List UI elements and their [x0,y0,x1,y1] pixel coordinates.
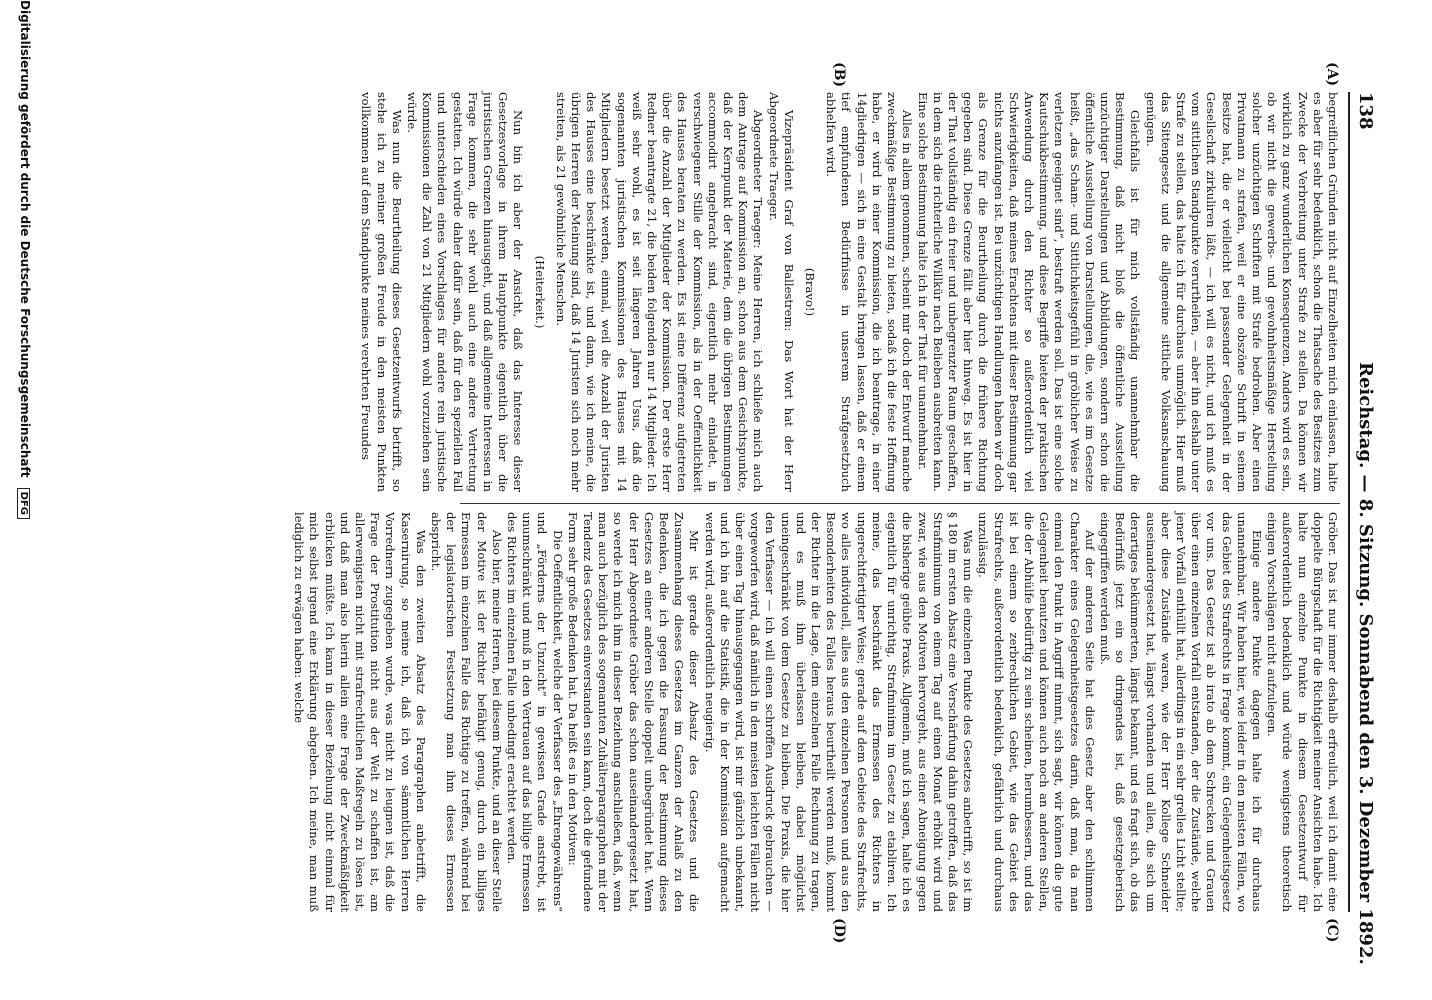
page-header [1348,92,1380,965]
paragraph: Auf der anderen Seite hat dies Gesetz aber den schlimmen Charakter eines Gelegenheitsgesetzes darin, daß man, da man einmal den Punkt in Angriff nimmt, sich sagt, wir können die gute Gelegenheit benutzen und können auch noch an anderen Stellen, die der Abhülfe bedürftig zu sein scheinen, herumbessern, und das ist bei einem so zerbrechlichen Gebiet, wie das Gebiet des Strafrechts, außerordentlich bedenklich, gefährlich und durchaus unzulässig. [976,512,1097,912]
margin-marker-a: (A) [1324,62,1340,87]
applause-note: (Bravo!) [803,267,818,317]
speaker-paragraph: Vizepräsident Graf von Ballestrem: Das Wort hat der Herr Abgeordnete Traeger. [766,92,796,492]
laughter-note: (Heiterkeit.) [532,255,547,329]
margin-marker-b: (B) [831,62,847,88]
paragraph: Mir ist gerade dieser Absatz des Gesetzes und die Zusammenhang dieses Gesetzes im Ganzen der Anlaß zu den Bedenken, die ich gegen die Fassung der Bestimmung dieses Gesetzes an einer anderen Stelle doppelt unbegründet hat. Wenn der Herr Abgeordnete Gröber das schon auseinandergesetzt hat, so werde ich mich ihm in dieser Beziehung anschließen, daß, wenn man auch bezüglich des sogenannten Zuhälterparagraphen mit der Tendenz des Gesetzes einverstanden sein kann, doch die gefundene Form sehr große Bedenken hat. Da heißt es in den Motiven: [565,512,702,912]
paragraph: Alles in allem genommen, scheint mir doch der Entwurf manche zweckmäßige Bestimmung zu bieten, sodaß ich die feste Hoffnung habe, er wird in einer Kommission, die ich beantrage, in einer 14gliedrigen — sich in eine Gestalt bringen lassen, daß er einem tief empfundenen Bedürfnisse in unserem Strafgesetzbuch abhelfen wird. [824,92,915,492]
paragraph: Was nun die einzelnen Punkte des Gesetzes anbetrifft, so ist im § 180 im ersten Absatz eine Verschärfung dahin getroffen, daß das Strafminimum von einem Tag auf einen Monat erhöht wird und zwar, wie aus den Motiven hervorgeht, aus einer Abneigung gegen die bisherige geübte Praxis. Allgemein, muß ich sagen, halte ich es eigentlich für unrichtig, Strafminima im Gesetz zu etabliren. Ich meine, das beschränkt das Ermessen des Richters in ungerechtfertigter Weise; gerade auf dem Gebiete des Strafrechts, wo alles individuell, alles aus den einzelnen Personen und aus den Besonderheiten des Falles heraus beurtheilt werden muß, kommt der Richter in die Lage, dem einzelnen Falle Rechnung zu tragen, und es muß ihm überlassen bleiben, dabei möglichst uneingeschränkt von dem Gesetze zu bleiben. Die Praxis, die hier den Verfasser — ich will einen schroffen Ausdruck gebrauchen — vorgeworfen wird, daß nämlich in den meisten leichten Fällen nicht über einen Tag hinausgegangen wird, ist mir gänzlich unbekannt, und ich bin auf die Statistik, die in der Kommission aufgemacht werden wird, außerordentlich neugierig. [702,512,976,912]
quote-paragraph: Die Oeffentlichkeit, welche der Verfasser des „Ehrengewährens“ und „Förderns der Unzucht“ in gewissen Grade anstrebt, ist unumschränkt und muß in den Vertrauen auf das billige Ermessen des Richters im einzelnen Falle unbedingt erachtet werden. [505,512,565,912]
paragraph: Also hier, meine Herren, bei diesem Punkte, und an dieser Stelle der Motive ist der Richter befähigt genug, durch ein billiges Ermessen im einzelnen Falle das Richtige zu treffen, während bei der legislatorischen Festsetzung man ihm dieses Ermessen abspricht. [429,512,504,912]
margin-marker-d: (D) [831,918,847,944]
margin-marker-c: (C) [1324,918,1340,943]
dfg-logo: DFG [17,488,30,519]
page-number: 138 [1355,92,1376,130]
speaker-paragraph: Abgeordneter Traeger: Meine Herren, ich schließe mich auch dem Antrage auf Kommission an, schon aus dem Gesichtspunkte, daß der Kernpunkt der Materie, dem die übrigen Bestimmungen accommodirt angebracht sind, eigentlich mehr einladet, in verschwiegener Stille der Kommission, als in der Oeffentlichkeit des Hauses beraten zu werden. Es ist eine Differenz aufgetreten über die Anzahl der Mitglieder der Kommission. Der erste Herr Redner beantragte 21, die beiden folgenden nur 14 Mitglieder. Ich weiß sehr wohl, es ist seit längeren Jahren Usus, daß die sogenannten juristischen Kommissionen des Hauses mit 14 Mitgliedern besetzt werden, einmal, weil die Anzahl der Juristen des Hauses eine beschränkte ist, und dann, wie ich meine, die übrigen Herren der Meinung sind, daß 14 Juristen sich noch mehr streiten, als 21 gewöhnliche Menschen. [553,92,766,492]
paragraph: Nun bin ich aber der Ansicht, daß das Interesse dieser Gesetzesvorlage in ihrem Hauptpunkte eigentlich über die juristischen Grenzen hinausgeht, und daß allgemeine Interessen in Frage kommen, die sehr wohl auch eine andere Vertretung gestatten. Ich würde daher dafür sein, daß für den speziellen Fall und unterschieden eines Vorschlages für andere rein juristische Kommissionen die Zahl von 21 Mitgliedern wohl vorzuziehen sein würde. [405,92,526,492]
left-column [359,92,1340,492]
running-title: Reichstag. — 8. Sitzung. Sonnabend den 3. Dezember 1892. [1355,362,1376,965]
paragraph: Gleichfalls ist für mich vollständig unannehmbar die Bestimmung, daß nicht bloß die öffentliche Ausstellung unzüchtiger Darstellungen und Abbildungen, sondern schon die öffentliche Ausstellung von Darstellungen, die, wie es im Gesetze heißt, „das Scham- und Sittlichkeitsgefühl in gröblicher Weise zu verletzen geeignet sind“, bestraft werden soll. Das ist eine solche Kautschukbestimmung, und diese Begriffe bieten der praktischen Anwendung durch den Richter so außerordentlich viel Schwierigkeiten, daß meines Erachtens mit dieser Bestimmung gar nichts anzufangen ist. Bei unzüchtigen Handlungen haben wir doch als Grenze für die Beurtheilung durch die frühere Richtung gegeben sind. Diese Grenze fällt aber hier hinweg. Es ist hier in der That vollständig ein freier und unbegrenzter Raum geschaffen, in dem sich die richterliche Willkür nach Belieben ausbreiten kann. Eine solche Bestimmung halte ich in der That für unannehmbar. [915,92,1143,492]
column-divider [460,503,1340,504]
right-column [292,512,1340,912]
digitization-footer [10,0,32,1000]
paragraph: Gröber. Das ist nur immer deshalb erfreulich, weil ich damit eine doppelte Bürgschaft für die Richtigkeit meiner Ansichten habe. Ich halte nun einzelne Punkte in diesem Gesetzentwurf für außerordentlich bedenklich und würde wenigstens theoretisch einigen Vorschlägen nicht aufzulegen. [1265,512,1340,912]
paragraph: Was nun die Beurtheilung dieses Gesetzentwurfs betrifft, so stehe ich zu meiner großen Freude in den meisten Punkten vollkommen auf dem Standpunkte meines verehrten Freundes [359,92,404,492]
paragraph: Einige andere Punkte dagegen halte ich für durchaus unannehmbar. Wir haben hier, wie leider in den meisten Fällen, wo das Gebiet des Strafrechts in Frage kommt, ein Gelegenheitsgesetz vor uns. Das Gesetz ist ab irato ab dem Schrecken und Grauen über einen einzelnen Vorfall entstanden, der die Zustände, welche jener Vorfall enthüllt hat, allerdings in ein sehr grelles Licht stellte; aber diese Zustände waren, wie der Herr Kollege Schneider auseinandergesetzt hat, längst vorhanden und allen, die sich um derartiges bekümmerten, längst bekannt, und es fragt sich, ob das Bedürfniß jetzt ein so dringendes ist, daß gesetzgeberisch eingegriffen werden muß. [1097,512,1264,912]
paragraph: Was den zweiten Absatz des Paragraphen anbetrifft, die Kasernirung, so meine ich, daß ich von sämmtlichen Herren Vorrednern zugegeben wurde, was nicht zu leugnen ist, daß die Frage der Prostitution nicht aus der Welt zu schaffen ist, am allerwenigsten nicht mit strafrechtlichen Maßregeln zu lösen ist, und daß man also hierin allein eine Frage der Zweckmäßigkeit erblicken müßte. Ich kann in dieser Beziehung nicht einmal für mich selbst irgend eine Erklärung abgeben. Ich meine, man muß lediglich zu erwägen haben: welche [292,512,428,912]
paragraph: begreiflichen Gründen nicht auf Einzelheiten mich einlassen, halte es aber für sehr bedenklich, schon die Thatsache des Besitzes zum Zwecke der Verbreitung unter Strafe zu stellen. Da können wir wirklich zu ganz wunderlichen Konsequenzen. Anders wird es sein, ob wir nicht die gewerbs- und gewohnheitsmäßige Herstellung solcher unzüchtigen Schriften mit Strafe bedrohen. Aber einen Privatmann zu strafen, weil er eine obszöne Schrift in seinem Besitze hat, die er vielleicht bei passender Gelegenheit in der Gesellschaft zirkuliren läßt, — ich will es nicht, und ich muß es vom sittlichen Standpunkte verurtheilen, — aber ihn deshalb unter Strafe zu stellen, das halte ich für durchaus unmöglich. Hier muß das Sittengesetz und die allgemeine sittliche Volksanschauung genügen. [1143,92,1340,492]
footer-text: Digitalisierung gefördert durch die Deutsche Forschungsgemeinschaft [18,0,32,478]
